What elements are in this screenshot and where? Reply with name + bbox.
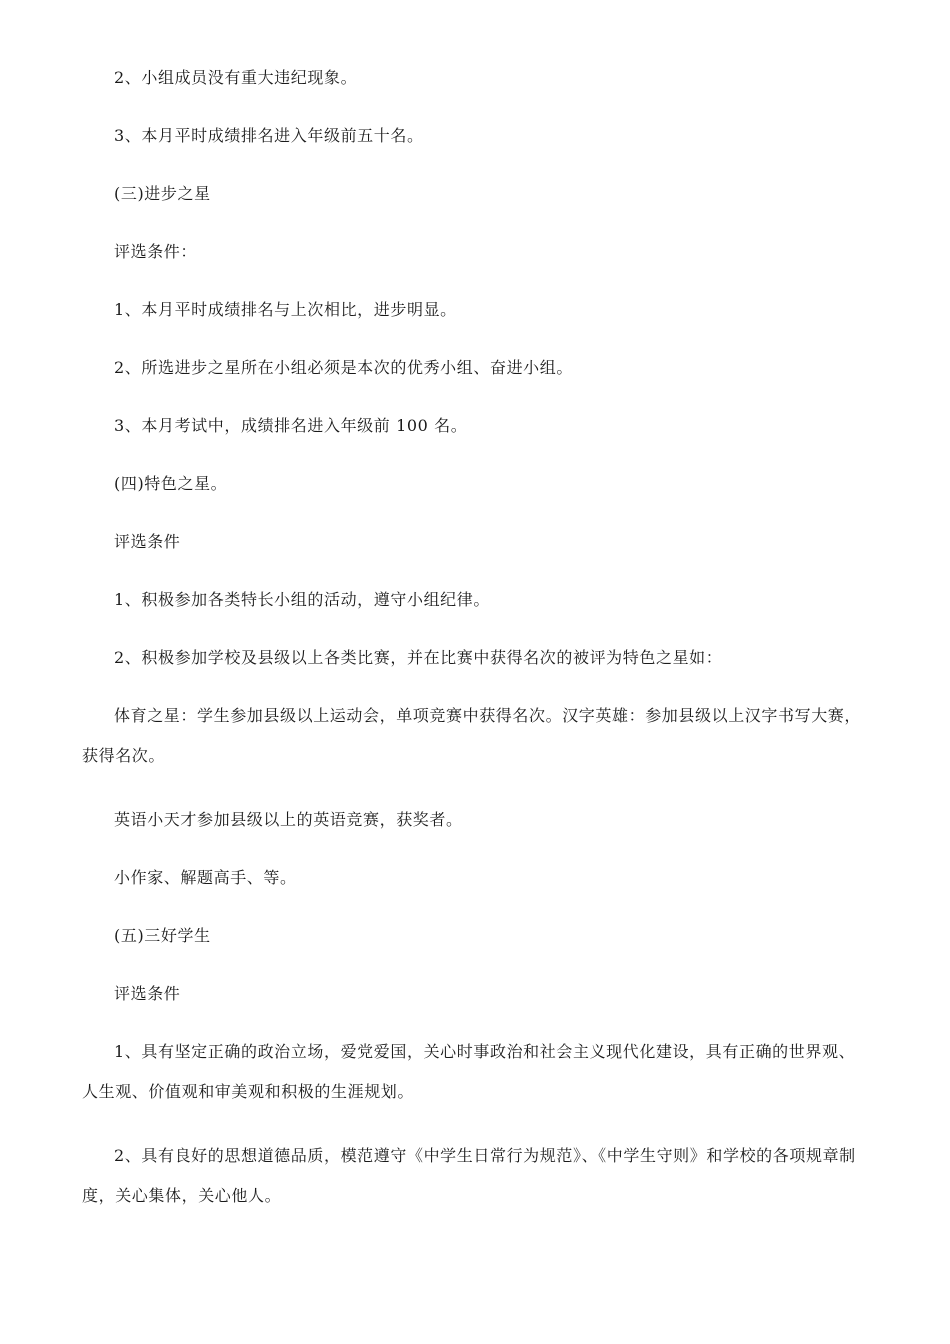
paragraph-sports-star: 体育之星：学生参加县级以上运动会，单项竞赛中获得名次。汉字英雄：参加县级以上汉字书写大赛，获得名次。 (82, 706, 862, 765)
criteria-label-special: 评选条件 (114, 532, 181, 551)
paragraph-progress-criterion-2: 2、所选进步之星所在小组必须是本次的优秀小组、奋进小组。 (114, 358, 573, 377)
paragraph-three-good-criterion-1: 1、具有坚定正确的政治立场，爱党爱国，关心时事政治和社会主义现代化建设，具有正确的世界观、人生观、价值观和审美观和积极的生涯规划。 (82, 1042, 856, 1101)
paragraph-english-talent: 英语小天才参加县级以上的英语竞赛，获奖者。 (114, 810, 463, 829)
section-heading-special-star: (四)特色之星。 (114, 474, 228, 493)
paragraph-progress-criterion-3: 3、本月考试中，成绩排名进入年级前 100 名。 (114, 416, 468, 435)
paragraph-progress-criterion-1: 1、本月平时成绩排名与上次相比，进步明显。 (114, 300, 457, 319)
section-heading-three-good-student: (五)三好学生 (114, 926, 211, 945)
paragraph-writer-solver: 小作家、解题高手、等。 (114, 868, 297, 887)
paragraph-criterion-3-rank: 3、本月平时成绩排名进入年级前五十名。 (114, 126, 424, 145)
criteria-label-progress: 评选条件： (114, 242, 198, 261)
paragraph-three-good-criterion-2: 2、具有良好的思想道德品质，模范遵守《中学生日常行为规范》、《中学生守则》和学校的各项规章制度，关心集体，关心他人。 (82, 1146, 856, 1205)
paragraph-special-criterion-1: 1、积极参加各类特长小组的活动，遵守小组纪律。 (114, 590, 490, 609)
paragraph-criterion-2-group: 2、小组成员没有重大违纪现象。 (114, 68, 358, 87)
section-heading-progress-star: (三)进步之星 (114, 184, 211, 203)
criteria-label-three-good: 评选条件 (114, 984, 181, 1003)
paragraph-special-criterion-2: 2、积极参加学校及县级以上各类比赛，并在比赛中获得名次的被评为特色之星如： (114, 648, 723, 667)
